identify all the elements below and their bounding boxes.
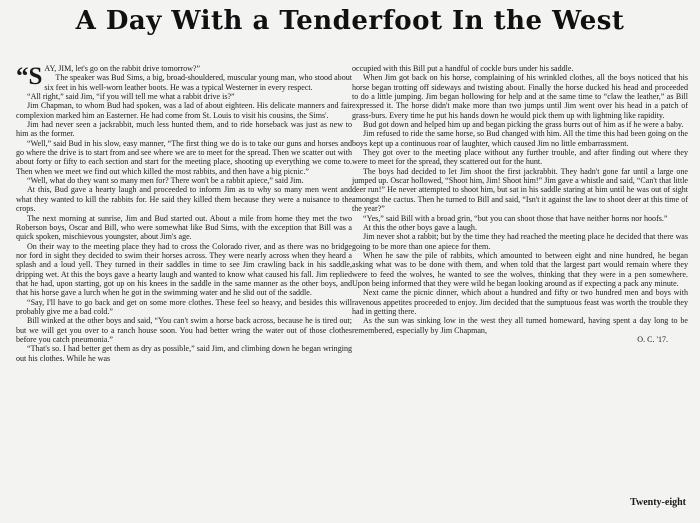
article-paragraph: As the sun was sinking low in the west they all turned homeward, having spent a day long to be remembered, especially by Jim Chapman, — [352, 316, 688, 335]
article-paragraph: The speaker was Bud Sims, a big, broad-shouldered, muscular young man, who stood about six feet in his well-worn leather boots. He was a typical Westerner in every respect. — [44, 73, 352, 92]
article-paragraph: “SAY, JIM, let's go on the rabbit drive tomorrow?” — [16, 63, 201, 90]
drop-cap: “S — [16, 63, 43, 90]
article-paragraph: “Say, I'll have to go back and get on some more clothes. These feel so heavy, and besides this will probably give me a bad cold.” — [16, 297, 352, 316]
article-paragraph: “Well,” said Bud in his slow, easy manner, “The first thing we do is to take our guns and horses and go where the drive is to start from and see where we are to meet for the spread. Then we scatter out with about forty or fifty to each section and start for the meeting place, shooting up everything we come to. Then when we meet we find out which killed the most rabbits, and then have a big picnic.” — [16, 138, 352, 176]
article-paragraph: Bud got down and helped him up and began picking the grass burrs out of him as if he were a baby. — [363, 120, 684, 130]
article-paragraph: At this the other boys gave a laugh. — [363, 222, 477, 232]
article-paragraph: Jim had never seen a jackrabbit, much less hunted them, and to ride horseback was just as new to him as the former. — [16, 120, 352, 139]
article-paragraph: Jim refused to ride the same horse, so Bud changed with him. All the time this had been going on the boys kept up a continuous roar of laughter, which caused Jim no little embarrassment. — [352, 129, 688, 148]
article-paragraph: “All right,” said Jim, “if you will tell me what a rabbit drive is?” — [27, 92, 235, 102]
left-column — [16, 64, 352, 363]
article-paragraph: The boys had decided to let Jim shoot the first jackrabbit. They hadn't gone far until a large one jumped up. Oscar hollowed, “Shoot him, Jim! Shoot him!” Jim gave a whistle and said, “Can't that little deer run!” He never attempted to shoot him, but sat in his saddle staring at him until he was out of sight amongst the cactus. Then he turned to Bill and said, “Isn't it against the law to shoot deer at this time of the year?” — [352, 166, 688, 214]
article-paragraph: Bill winked at the other boys and said, “You can't swim a horse back across, because he is tired out; but we will get you over to a ranch house soon. You had better wring the water out of those clothes before you catch pneumonia.” — [16, 316, 352, 344]
article-paragraph: Next came the picnic dinner, which about a hundred and fifty or two hundred men and boys with ravenous appetites proceeded to enjoy. Jim decided that the sumptuous feast was worth the trouble they had in getting there. — [352, 288, 688, 316]
article-paragraph: The next morning at sunrise, Jim and Bud started out. About a mile from home they met the two Roberson boys, Oscar and Bill, who were somewhat like Bud Sims, with the exception that Bill was a quick spoken, mischievous youngster, about Jim's age. — [16, 213, 352, 242]
article-paragraph: “Yes,” said Bill with a broad grin, “but you can shoot those that have neither horns nor hoofs.” — [363, 213, 668, 223]
article-paragraph: At this, Bud gave a hearty laugh and proceeded to inform Jim as to why so many men went and what they wanted to kill the rabbits for. He said they killed them because they were a nuisance to the crops. — [16, 185, 352, 214]
article-paragraph: When he saw the pile of rabbits, which amounted to between eight and nine hundred, he began asking what was to be done with them, and when told that the largest part would remain where they were to feed the wolves, he wanted to see the wolves, thinking that they were in a pen somewhere. Upon being informed that they were wild he began looking around as if expecting a pack any minute. — [352, 250, 688, 288]
article-paragraph: They got over to the meeting place without any further trouble, and after finding out where they were to meet for the spread, they scattered out for the hunt. — [352, 148, 688, 167]
article-paragraph: occupied with this Bill put a handful of cockle burs under his saddle. — [352, 64, 574, 73]
article-paragraph: “That's so. I had better get them as dry as possible,” said Jim, and climbing down he began wringing out his clothes. While he was — [16, 344, 352, 363]
article-paragraph: On their way to the meeting place they had to cross the Colorado river, and as there was no bridge nor ford in sight they decided to swim their horses across. They were nearly across when they heard a splash and a loud yell. They turned in their saddles in time to see Jim crawling back in his saddle, dripping wet. At this the boys gave a hearty laugh and wanted to know what caused his fall. Jim replied that he had, upon starting, got up on his knees in the saddle in the same manner as the other boys, and that his horse gave a lurch when he got in the swimming water and he slid out of the saddle. — [16, 241, 352, 298]
author-signature: O. C. '17. — [637, 334, 668, 344]
article-paragraph: “Well, what do they want so many men for? There won't be a rabbit apiece,” said Jim. — [27, 176, 304, 186]
article-title: A Day With a Tenderfoot In the West — [75, 6, 625, 36]
article-paragraph: Jim Chapman, to whom Bud had spoken, was a lad of about eighteen. His delicate manners and fair complexion marked him an Easterner. He had come from St. Louis to visit his cousins, the Sims'. — [16, 101, 352, 120]
article-paragraph: Jim never shot a rabbit; but by the time they had reached the meeting place he decided that there was going to be more than one apiece for them. — [352, 232, 688, 251]
article-paragraph: When Jim got back on his horse, complaining of his wrinkled clothes, all the boys noticed that his horse began trotting off sideways and twisting about. Finally the horse ducked his head and proceeded to do a little jumping. Jim began hollowing for help and at the same time to “claw the leather,” as Bill expressed it. The horse didn't make more than two jumps until Jim went over his head in a patch of grass-burs. Every time he put his hands down he would pick them up with lightning like rapidity. — [352, 73, 688, 120]
page-number: Twenty-eight — [630, 497, 686, 508]
right-column — [352, 64, 688, 344]
